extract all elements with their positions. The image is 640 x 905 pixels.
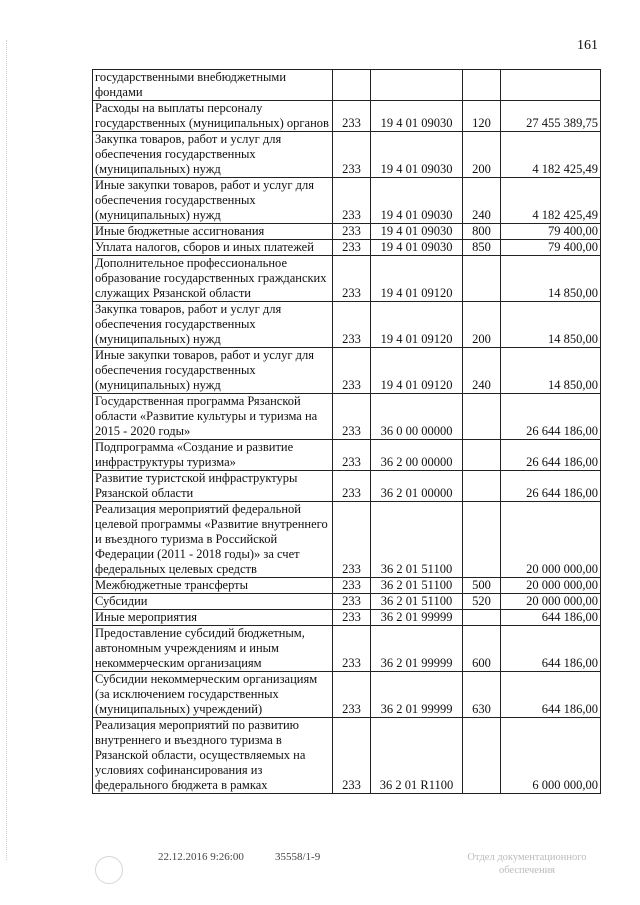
row-ministry: 233 (333, 440, 371, 471)
row-name: государственными внебюджетными фондами (93, 70, 333, 101)
table-row (93, 178, 601, 224)
row-amount: 20 000 000,00 (501, 594, 601, 610)
row-code: 19 4 01 09030 (371, 132, 463, 178)
row-code: 36 0 00 00000 (371, 394, 463, 440)
row-code: 36 2 00 00000 (371, 440, 463, 471)
row-code: 19 4 01 09120 (371, 302, 463, 348)
row-ministry: 233 (333, 101, 371, 132)
row-amount: 644 186,00 (501, 626, 601, 672)
seal-icon (95, 856, 123, 884)
row-amount: 79 400,00 (501, 240, 601, 256)
row-ministry: 233 (333, 394, 371, 440)
row-amount: 4 182 425,49 (501, 132, 601, 178)
budget-table-body (93, 70, 601, 794)
row-vr (463, 256, 501, 302)
row-amount: 14 850,00 (501, 302, 601, 348)
table-row (93, 240, 601, 256)
row-amount: 644 186,00 (501, 672, 601, 718)
row-amount: 20 000 000,00 (501, 578, 601, 594)
row-vr (463, 502, 501, 578)
row-name: Иные мероприятия (93, 610, 333, 626)
row-name: Иные закупки товаров, работ и услуг для обеспечения государственных (муниципальных) нужд (93, 348, 333, 394)
row-ministry: 233 (333, 224, 371, 240)
row-vr: 500 (463, 578, 501, 594)
row-vr (463, 440, 501, 471)
table-row (93, 610, 601, 626)
row-vr: 120 (463, 101, 501, 132)
table-row (93, 101, 601, 132)
row-vr: 630 (463, 672, 501, 718)
row-vr (463, 70, 501, 101)
row-vr: 520 (463, 594, 501, 610)
row-code: 19 4 01 09030 (371, 224, 463, 240)
page-number: 161 (577, 38, 598, 53)
row-amount: 27 455 389,75 (501, 101, 601, 132)
row-name: Уплата налогов, сборов и иных платежей (93, 240, 333, 256)
row-ministry: 233 (333, 502, 371, 578)
footer-doc-code: 35558/1-9 (275, 851, 321, 863)
row-vr: 200 (463, 302, 501, 348)
row-ministry: 233 (333, 132, 371, 178)
row-name: Подпрограмма «Создание и развитие инфраструктуры туризма» (93, 440, 333, 471)
table-row (93, 471, 601, 502)
row-vr: 800 (463, 224, 501, 240)
row-name: Реализация мероприятий федеральной целевой программы «Развитие внутреннего и въездного туризма в Российской Федерации (2011 - 2018 годы)» за счет федеральных целевых средств (93, 502, 333, 578)
table-row (93, 718, 601, 794)
row-code: 36 2 01 00000 (371, 471, 463, 502)
row-name: Дополнительное профессиональное образование государственных гражданских служащих Рязанской области (93, 256, 333, 302)
row-name: Расходы на выплаты персоналу государственных (муниципальных) органов (93, 101, 333, 132)
row-name: Предоставление субсидий бюджетным, автономным учреждениям и иным некоммерческим организациям (93, 626, 333, 672)
row-code: 19 4 01 09030 (371, 101, 463, 132)
row-name: Иные бюджетные ассигнования (93, 224, 333, 240)
row-amount: 26 644 186,00 (501, 471, 601, 502)
table-row (93, 626, 601, 672)
row-code: 36 2 01 51100 (371, 594, 463, 610)
table-row (93, 132, 601, 178)
row-ministry: 233 (333, 348, 371, 394)
row-code: 36 2 01 99999 (371, 672, 463, 718)
row-name: Субсидии (93, 594, 333, 610)
row-ministry: 233 (333, 672, 371, 718)
row-ministry: 233 (333, 610, 371, 626)
row-amount: 20 000 000,00 (501, 502, 601, 578)
row-ministry: 233 (333, 718, 371, 794)
budget-table (92, 69, 601, 794)
row-ministry: 233 (333, 302, 371, 348)
table-row (93, 70, 601, 101)
row-ministry: 233 (333, 471, 371, 502)
row-name: Государственная программа Рязанской области «Развитие культуры и туризма на 2015 - 2020 годы» (93, 394, 333, 440)
footer-date: 22.12.2016 9:26:00 (158, 851, 244, 863)
row-code: 36 2 01 51100 (371, 578, 463, 594)
row-amount: 14 850,00 (501, 256, 601, 302)
row-vr (463, 394, 501, 440)
table-row (93, 594, 601, 610)
row-ministry: 233 (333, 240, 371, 256)
table-row (93, 224, 601, 240)
table-row (93, 440, 601, 471)
row-name: Иные закупки товаров, работ и услуг для обеспечения государственных (муниципальных) нужд (93, 178, 333, 224)
row-code: 19 4 01 09030 (371, 240, 463, 256)
row-amount: 14 850,00 (501, 348, 601, 394)
row-code: 19 4 01 09120 (371, 348, 463, 394)
row-code: 19 4 01 09030 (371, 178, 463, 224)
row-ministry (333, 70, 371, 101)
row-amount: 6 000 000,00 (501, 718, 601, 794)
row-vr: 600 (463, 626, 501, 672)
table-row (93, 672, 601, 718)
row-amount: 644 186,00 (501, 610, 601, 626)
row-vr (463, 718, 501, 794)
row-ministry: 233 (333, 626, 371, 672)
row-vr: 850 (463, 240, 501, 256)
row-code: 19 4 01 09120 (371, 256, 463, 302)
table-row (93, 394, 601, 440)
table-row (93, 348, 601, 394)
row-amount (501, 70, 601, 101)
row-ministry: 233 (333, 578, 371, 594)
row-amount: 26 644 186,00 (501, 440, 601, 471)
row-name: Закупка товаров, работ и услуг для обеспечения государственных (муниципальных) нужд (93, 132, 333, 178)
row-ministry: 233 (333, 594, 371, 610)
row-name: Закупка товаров, работ и услуг для обеспечения государственных (муниципальных) нужд (93, 302, 333, 348)
binding-margin-marks (6, 40, 9, 860)
row-name: Субсидии некоммерческим организациям (за исключением государственных (муниципальных) учреждений) (93, 672, 333, 718)
table-row (93, 502, 601, 578)
table-row (93, 578, 601, 594)
row-ministry: 233 (333, 256, 371, 302)
row-amount: 79 400,00 (501, 224, 601, 240)
table-row (93, 302, 601, 348)
row-code: 36 2 01 99999 (371, 610, 463, 626)
row-vr: 240 (463, 178, 501, 224)
row-vr: 240 (463, 348, 501, 394)
table-row (93, 256, 601, 302)
row-vr (463, 610, 501, 626)
row-code: 36 2 01 R1100 (371, 718, 463, 794)
row-name: Межбюджетные трансферты (93, 578, 333, 594)
row-amount: 26 644 186,00 (501, 394, 601, 440)
row-vr: 200 (463, 132, 501, 178)
row-code: 36 2 01 99999 (371, 626, 463, 672)
row-name: Реализация мероприятий по развитию внутреннего и въездного туризма в Рязанской области, осуществляемых на условиях софинансирования из федерального бюджета в рамках (93, 718, 333, 794)
footer-stamp: Отдел документационного обеспечения (467, 852, 587, 876)
row-name: Развитие туристской инфраструктуры Рязанской области (93, 471, 333, 502)
row-code (371, 70, 463, 101)
row-amount: 4 182 425,49 (501, 178, 601, 224)
row-ministry: 233 (333, 178, 371, 224)
row-vr (463, 471, 501, 502)
row-code: 36 2 01 51100 (371, 502, 463, 578)
